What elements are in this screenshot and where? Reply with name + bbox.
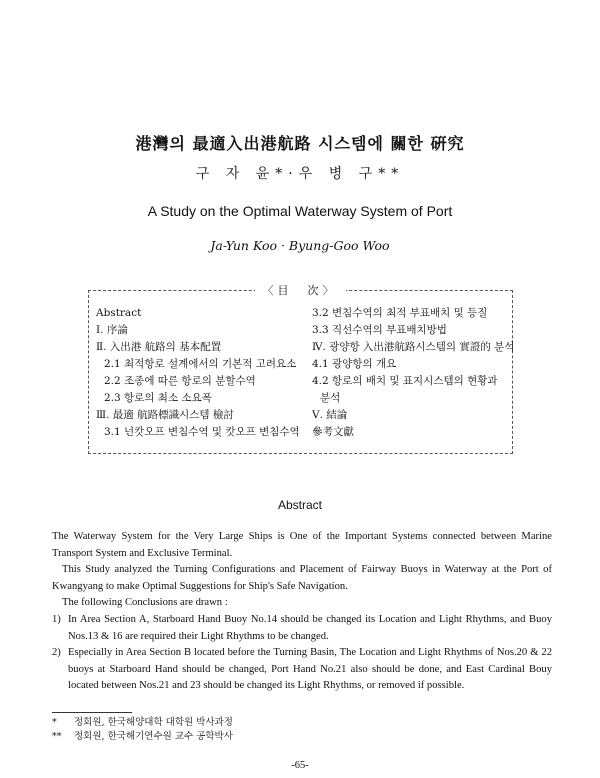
toc-entry: 參考文獻 <box>312 426 354 438</box>
toc-entry: 2.3 항로의 최소 소요폭 <box>104 392 212 404</box>
toc-entry: Ⅳ. 광양항 入出港航路시스템의 實證的 분석 <box>312 341 515 353</box>
toc-entry: 3.1 넌캇오프 변침수역 및 캇오프 변침수역 <box>104 426 300 438</box>
footnote-divider <box>52 712 132 713</box>
toc-entry: 분석 <box>320 392 341 404</box>
abstract-paragraph: This Study analyzed the Turning Configurations and Placement of Fairway Buoys in Waterway at the Port of Kwangyang to make Optimal Suggestions for Ship's Safe Navigation. <box>52 564 552 592</box>
paper-title-english: A Study on the Optimal Waterway System of Port <box>147 203 453 219</box>
abstract-body <box>52 529 552 695</box>
conclusion-item <box>52 645 552 695</box>
paper-title-korean: 港灣의 最適入出港航路 시스템에 關한 硏究 <box>135 134 465 153</box>
toc-entry: 2.1 최적항로 설계에서의 기본적 고려요소 <box>104 358 297 370</box>
page-number: -65- <box>291 760 309 771</box>
footnote-mark: * <box>52 717 57 728</box>
toc-entry: 3.3 직선수역의 부표배치방법 <box>312 324 447 336</box>
toc-right-column <box>312 305 514 441</box>
toc-entry: Ⅱ. 入出港 航路의 基本配置 <box>96 341 222 353</box>
toc-entry: Ⅴ. 結論 <box>312 409 348 421</box>
toc-left-column <box>96 305 300 441</box>
footnote <box>52 716 233 730</box>
footnote-mark: ** <box>52 731 62 742</box>
toc-entry: Ⅰ. 序論 <box>96 324 128 336</box>
toc-entry: 3.2 변침수역의 최적 부표배치 및 등질 <box>312 307 488 319</box>
authors-korean: 구 자 윤*·우 병 구** <box>195 166 405 182</box>
authors-english: Ja-Yun Koo · Byung-Goo Woo <box>210 238 390 253</box>
conclusion-number: 2) <box>52 647 61 659</box>
footnote-text: 정회원, 한국해양대학 대학원 박사과정 <box>74 717 233 728</box>
conclusion-text: Especially in Area Section B located before the Turning Basin, The Location and Light Rhythms of Nos.20 & 22 buoys at Starboard Hand should be changed, Port Hand No.21 also should be done, and East Cardinal Bouy located between Nos.21 and 23 should be changed its Light Rhythms, or removed if possible. <box>68 647 552 692</box>
toc-heading-text: 〈目 次〉 <box>255 284 346 297</box>
conclusion-list <box>52 612 552 695</box>
footnote-text: 정회원, 한국해기연수원 교수 공학박사 <box>74 731 233 742</box>
conclusion-text: In Area Section A, Starboard Hand Buoy No.14 should be changed its Location and Light Rhythms, and Buoy Nos.13 & 16 are required their Light Rhythms to be changed. <box>68 613 552 642</box>
abstract-paragraph: The following Conclusions are drawn : <box>62 597 228 609</box>
footnotes <box>52 716 233 744</box>
abstract-heading: Abstract <box>277 498 322 512</box>
toc-entry: 4.1 광양항의 개요 <box>312 358 397 370</box>
toc-entry: Ⅲ. 最適 航路標識시스템 檢討 <box>96 409 234 421</box>
conclusion-number: 1) <box>52 613 61 625</box>
toc-entry: 2.2 조종에 따른 항로의 분할수역 <box>104 375 256 387</box>
conclusion-item <box>52 612 552 645</box>
toc-heading <box>0 282 600 298</box>
footnote <box>52 730 233 744</box>
abstract-paragraph: The Waterway System for the Very Large Ships is One of the Important Systems connected between Marine Transport System and Exclusive Terminal. <box>52 531 552 559</box>
toc-entry: Abstract <box>96 307 142 319</box>
toc-entry: 4.2 항로의 배치 및 표지시스템의 현황과 <box>312 375 498 387</box>
